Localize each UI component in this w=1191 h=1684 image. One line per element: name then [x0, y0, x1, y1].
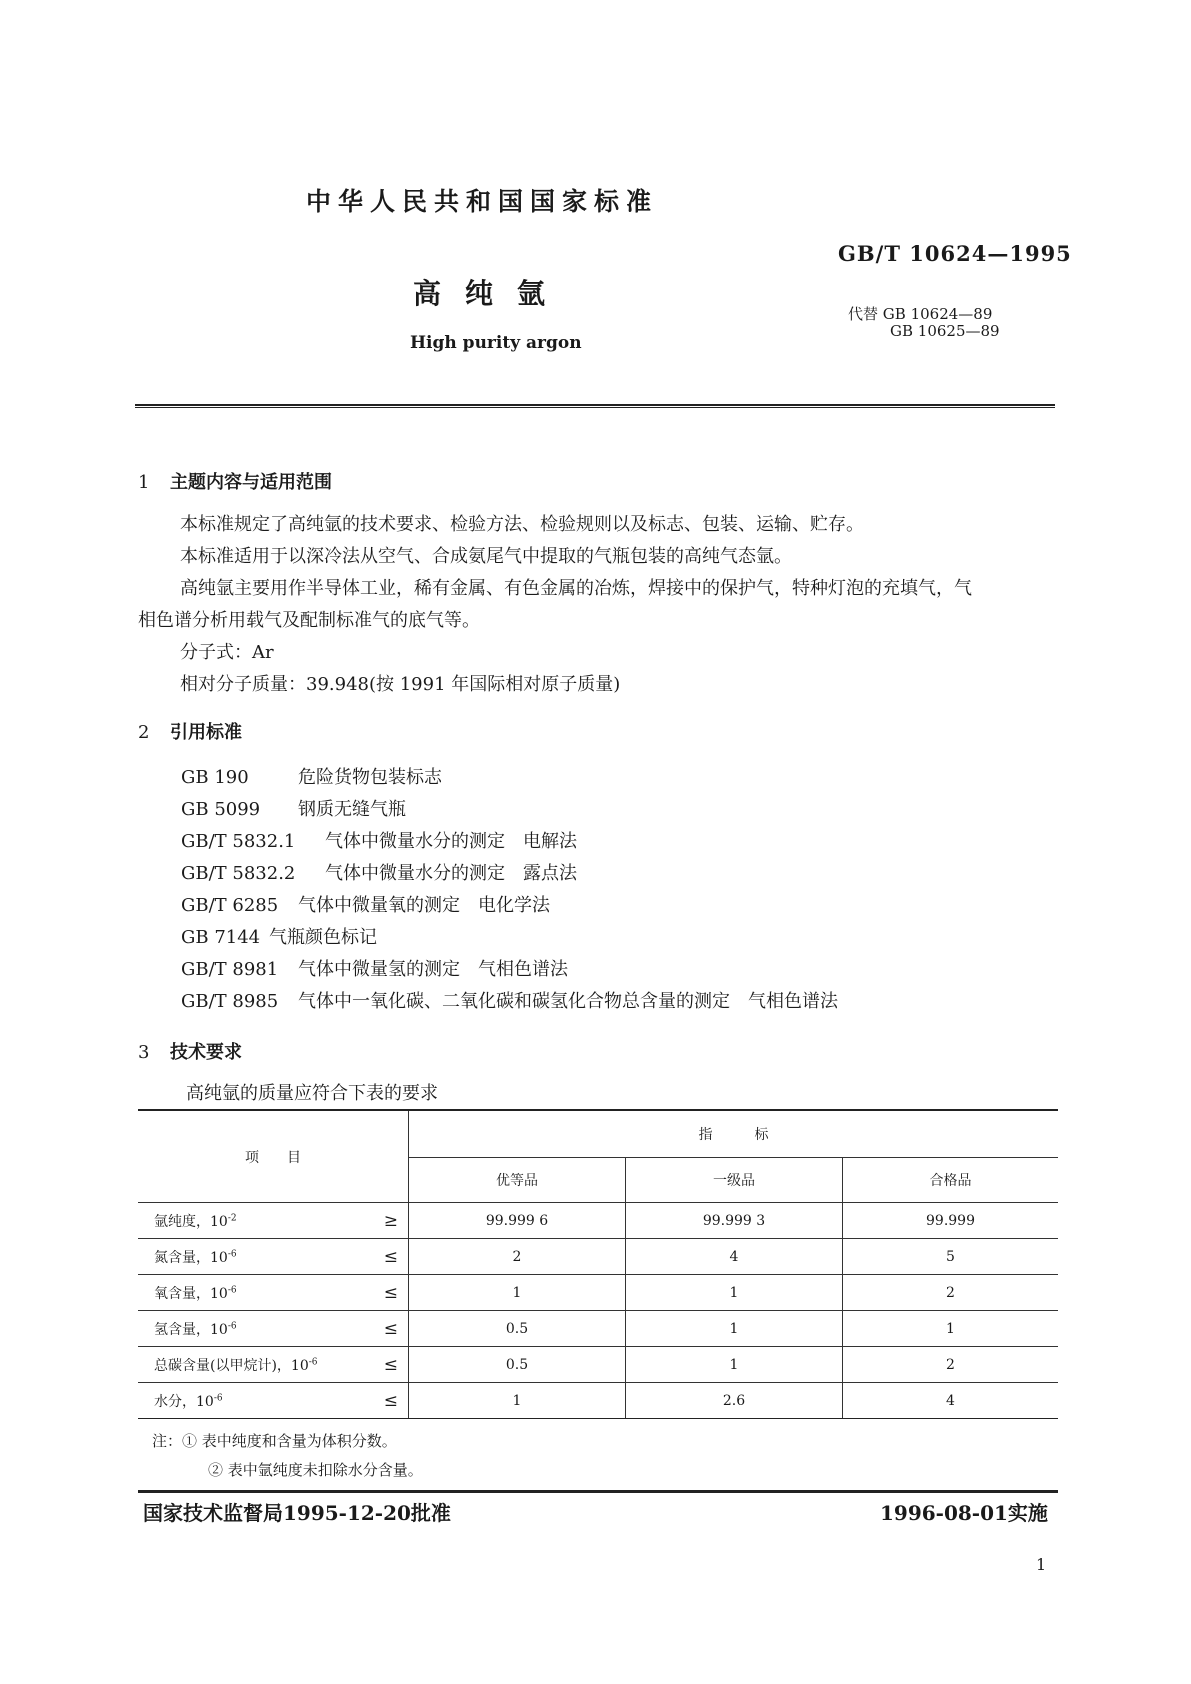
value-qualified: 1	[843, 1311, 1059, 1347]
replaces-standard-2: GB 10625—89	[890, 322, 1000, 340]
replaces-label: 代替	[848, 305, 879, 323]
section-1-para-2: 本标准适用于以深冷法从空气、合成氨尾气中提取的气瓶包装的高纯气态氩。	[180, 546, 792, 567]
reference-code: GB/T 8985	[181, 991, 279, 1012]
index-header: 指 标	[409, 1111, 1059, 1158]
reference-code: GB 190	[181, 767, 249, 788]
reference-title: 气体中微量氧的测定 电化学法	[298, 895, 550, 916]
row-item-label: 氮含量，10	[154, 1249, 228, 1266]
value-first: 99.999 3	[626, 1203, 843, 1239]
reference-item	[181, 859, 577, 885]
molecular-formula: 分子式：Ar	[180, 642, 274, 663]
section-1-number: 1	[138, 472, 150, 493]
reference-item	[181, 923, 377, 949]
value-superior: 0.5	[409, 1311, 626, 1347]
row-item-exponent: -6	[227, 1284, 237, 1295]
header-divider-thin	[135, 407, 1055, 408]
table-intro: 高纯氩的质量应符合下表的要求	[186, 1083, 438, 1104]
approval-date: 国家技术监督局1995-12-20批准	[143, 1501, 451, 1525]
value-qualified: 2	[843, 1347, 1059, 1383]
section-1-para-1: 本标准规定了高纯氩的技术要求、检验方法、检验规则以及标志、包装、运输、贮存。	[180, 514, 864, 535]
footer-divider	[138, 1490, 1058, 1493]
section-3-heading	[138, 1038, 242, 1064]
row-item-label: 氧含量，10	[154, 1285, 228, 1302]
row-item	[138, 1239, 409, 1275]
reference-code: GB 5099	[181, 799, 261, 820]
reference-title: 危险货物包装标志	[298, 767, 442, 788]
section-1-para-3a: 高纯氩主要用作半导体工业，稀有金属、有色金属的冶炼，焊接中的保护气，特种灯泡的充填气，气	[180, 578, 972, 599]
row-item	[138, 1275, 409, 1311]
standard-number: GB/T 10624—1995	[838, 241, 1072, 266]
value-qualified: 5	[843, 1239, 1059, 1275]
reference-title: 气瓶颜色标记	[269, 927, 377, 948]
value-first: 1	[626, 1347, 843, 1383]
row-item	[138, 1347, 409, 1383]
value-first: 4	[626, 1239, 843, 1275]
row-item-exponent: -6	[213, 1392, 223, 1403]
section-2-title: 引用标准	[170, 722, 242, 743]
table-row	[138, 1347, 1058, 1383]
table-row	[138, 1383, 1058, 1419]
value-superior: 0.5	[409, 1347, 626, 1383]
reference-title: 钢质无缝气瓶	[298, 799, 406, 820]
section-3-title: 技术要求	[170, 1042, 242, 1063]
row-item-label: 氢含量，10	[154, 1321, 228, 1338]
reference-code: GB/T 5832.1	[181, 831, 296, 852]
relation-symbol: ≤	[383, 1282, 398, 1303]
section-1-heading	[138, 468, 332, 494]
document-title-cn: 高纯氩	[413, 277, 570, 310]
reference-item	[181, 763, 442, 789]
table-note-2: ② 表中氩纯度未扣除水分含量。	[208, 1461, 423, 1479]
header-divider	[135, 404, 1055, 406]
row-item-exponent: -6	[227, 1320, 237, 1331]
reference-title: 气体中微量氢的测定 气相色谱法	[298, 959, 568, 980]
relation-symbol: ≤	[383, 1390, 398, 1411]
table-row	[138, 1203, 1058, 1239]
relation-symbol: ≥	[383, 1210, 398, 1231]
section-1-para-3b: 相色谱分析用载气及配制标准气的底气等。	[138, 610, 480, 631]
row-item-label: 总碳含量(以甲烷计)，10	[154, 1357, 309, 1374]
reference-item	[181, 955, 568, 981]
reference-title: 气体中一氧化碳、二氧化碳和碳氢化合物总含量的测定 气相色谱法	[298, 991, 838, 1012]
reference-item	[181, 795, 406, 821]
table-row	[138, 1275, 1058, 1311]
value-qualified: 2	[843, 1275, 1059, 1311]
reference-item	[181, 891, 550, 917]
row-item-exponent: -6	[227, 1248, 237, 1259]
value-first: 1	[626, 1311, 843, 1347]
replaces-block	[848, 306, 1000, 340]
section-1-title: 主题内容与适用范围	[170, 472, 332, 493]
table-bottom-border	[138, 1418, 1058, 1419]
reference-code: GB/T 5832.2	[181, 863, 296, 884]
molecular-mass: 相对分子质量：39.948(按 1991 年国际相对原子质量)	[180, 674, 621, 695]
reference-code: GB/T 6285	[181, 895, 279, 916]
item-header: 项 目	[138, 1111, 409, 1203]
row-item-label: 水分，10	[154, 1393, 214, 1410]
section-3-number: 3	[138, 1042, 150, 1063]
value-qualified: 99.999	[843, 1203, 1059, 1239]
row-item-exponent: -2	[227, 1212, 237, 1223]
section-2-heading	[138, 718, 242, 744]
table-row	[138, 1239, 1058, 1275]
value-qualified: 4	[946, 1392, 955, 1409]
document-title-en: High purity argon	[410, 333, 582, 353]
row-item-label: 氩纯度，10	[154, 1213, 228, 1230]
grade-header-superior: 优等品	[409, 1158, 626, 1203]
effective-date: 1996-08-01实施	[880, 1501, 1048, 1525]
row-item	[138, 1203, 409, 1239]
value-superior: 1	[409, 1275, 626, 1311]
reference-item	[181, 827, 577, 853]
row-item-exponent: -6	[308, 1356, 318, 1367]
grade-header-first: 一级品	[626, 1158, 843, 1203]
value-first: 2.6	[626, 1383, 843, 1419]
grade-header-qualified: 合格品	[843, 1158, 1059, 1203]
national-standard-heading: 中华人民共和国国家标准	[306, 187, 659, 216]
section-2-number: 2	[138, 722, 150, 743]
value-first: 1	[626, 1275, 843, 1311]
replaces-standard-1: GB 10624—89	[882, 305, 993, 323]
relation-symbol: ≤	[383, 1354, 398, 1375]
reference-item	[181, 987, 838, 1013]
row-item	[138, 1311, 409, 1347]
table-header-row	[138, 1111, 1058, 1158]
value-superior: 1	[409, 1383, 626, 1419]
reference-code: GB/T 8981	[181, 959, 279, 980]
requirements-table	[138, 1111, 1058, 1418]
reference-title: 气体中微量水分的测定 露点法	[325, 863, 577, 884]
value-superior: 99.999 6	[409, 1203, 626, 1239]
value-superior: 2	[409, 1239, 626, 1275]
reference-code: GB 7144	[181, 927, 261, 948]
page-number: 1	[1036, 1555, 1047, 1574]
reference-title: 气体中微量水分的测定 电解法	[325, 831, 577, 852]
table-row	[138, 1311, 1058, 1347]
relation-symbol: ≤	[383, 1318, 398, 1339]
row-item	[138, 1383, 409, 1419]
relation-symbol: ≤	[383, 1246, 398, 1267]
table-note-1: 注：① 表中纯度和含量为体积分数。	[152, 1432, 397, 1450]
